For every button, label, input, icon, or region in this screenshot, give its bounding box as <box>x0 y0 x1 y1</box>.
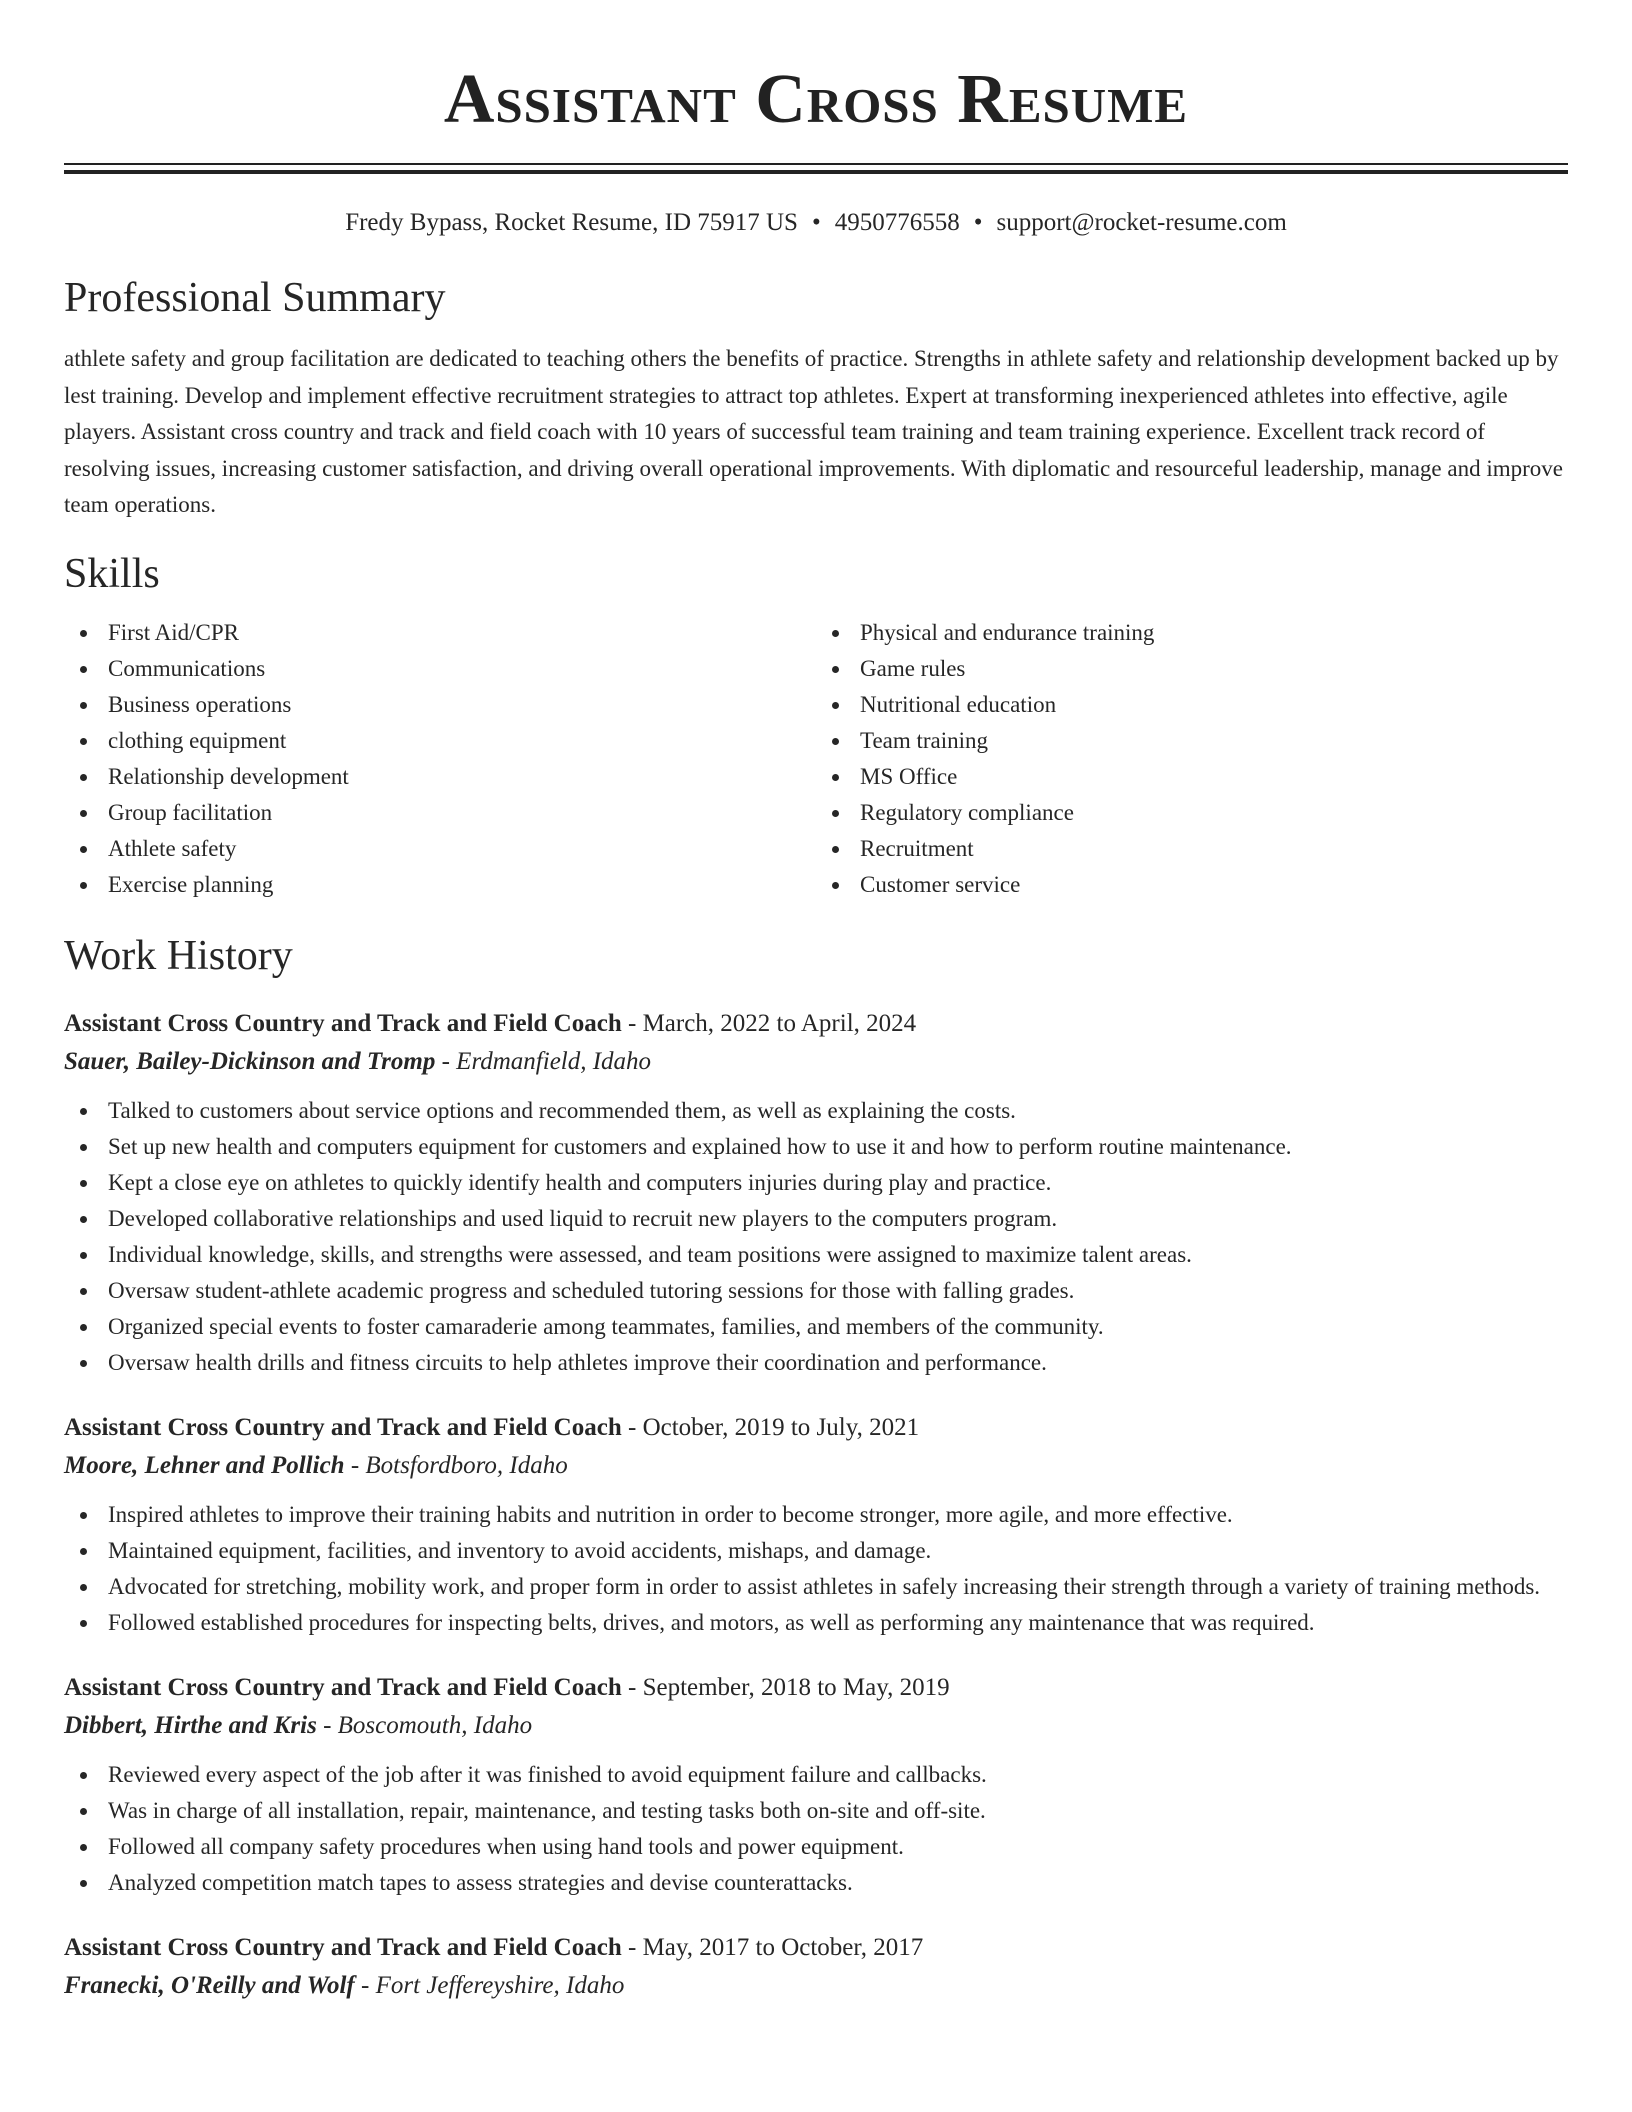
job-dash: - <box>316 1711 338 1739</box>
contact-phone: 4950776558 <box>834 209 960 236</box>
skill-item: clothing equipment <box>64 723 816 759</box>
job-bullet: Reviewed every aspect of the job after it was finished to avoid equipment failure and callbacks. <box>64 1757 1568 1793</box>
job-location: Erdmanfield, Idaho <box>456 1047 652 1075</box>
skill-item: Physical and endurance training <box>816 615 1568 651</box>
job-bullet: Organized special events to foster camaraderie among teammates, families, and members of the community. <box>64 1309 1568 1345</box>
skill-item: Group facilitation <box>64 795 816 831</box>
job-bullet: Oversaw health drills and fitness circuits to help athletes improve their coordination and performance. <box>64 1345 1568 1381</box>
job-location: Fort Jeffereyshire, Idaho <box>375 1971 625 1999</box>
job-bullets <box>64 1093 1568 1381</box>
skill-item: Relationship development <box>64 759 816 795</box>
job-dates: March, 2022 to April, 2024 <box>642 1009 917 1037</box>
job-bullet: Set up new health and computers equipment for customers and explained how to use it and how to perform routine maintenance. <box>64 1129 1568 1165</box>
job-entry <box>64 1409 1568 1641</box>
job-company: Franecki, O'Reilly and Wolf <box>64 1971 355 1999</box>
job-location: Botsfordboro, Idaho <box>365 1451 568 1479</box>
job-entry <box>64 1669 1568 1901</box>
summary-heading: Professional Summary <box>64 275 446 321</box>
job-dash: - <box>621 1933 643 1961</box>
skill-item: Nutritional education <box>816 687 1568 723</box>
job-dash: - <box>621 1413 643 1441</box>
job-dash: - <box>344 1451 366 1479</box>
job-title: Assistant Cross Country and Track and Field Coach <box>64 1413 622 1441</box>
work-history-section <box>64 931 1568 2005</box>
job-title-line <box>64 1409 1568 1447</box>
job-bullet: Inspired athletes to improve their training habits and nutrition in order to become stronger, more agile, and more effective. <box>64 1497 1568 1533</box>
skill-item: Team training <box>816 723 1568 759</box>
job-bullet: Followed all company safety procedures when using hand tools and power equipment. <box>64 1829 1568 1865</box>
job-entry <box>64 1005 1568 1381</box>
skills-heading: Skills <box>64 550 160 597</box>
contact-separator: • <box>811 209 821 236</box>
job-bullet: Individual knowledge, skills, and strengths were assessed, and team positions were assigned to maximize talent areas. <box>64 1237 1568 1273</box>
contact-address: Fredy Bypass, Rocket Resume, ID 75917 US <box>345 209 798 236</box>
job-bullet: Talked to customers about service options and recommended them, as well as explaining the costs. <box>64 1093 1568 1129</box>
job-bullet: Oversaw student-athlete academic progress and scheduled tutoring sessions for those with falling grades. <box>64 1273 1568 1309</box>
job-company-line <box>64 1707 1568 1745</box>
skill-item: Business operations <box>64 687 816 723</box>
job-title-line <box>64 1669 1568 1707</box>
job-company-line <box>64 1967 1568 2005</box>
contact-separator: • <box>973 209 983 236</box>
skill-item: Customer service <box>816 867 1568 903</box>
contact-email: support@rocket-resume.com <box>996 209 1287 236</box>
skill-item: Regulatory compliance <box>816 795 1568 831</box>
job-bullets <box>64 1757 1568 1901</box>
contact-line <box>64 206 1568 240</box>
job-title: Assistant Cross Country and Track and Field Coach <box>64 1673 622 1701</box>
skill-item: Communications <box>64 651 816 687</box>
job-bullet: Developed collaborative relationships and used liquid to recruit new players to the computers program. <box>64 1201 1568 1237</box>
job-bullet: Analyzed competition match tapes to assess strategies and devise counterattacks. <box>64 1865 1568 1901</box>
skills-list-right <box>816 615 1568 903</box>
job-location: Boscomouth, Idaho <box>337 1711 533 1739</box>
job-title-line <box>64 1005 1568 1043</box>
summary-section <box>64 273 1568 524</box>
skills-section <box>64 549 1568 903</box>
skill-item: Exercise planning <box>64 867 816 903</box>
job-bullet: Was in charge of all installation, repair, maintenance, and testing tasks both on-site and off-site. <box>64 1793 1568 1829</box>
job-bullets <box>64 1497 1568 1641</box>
job-dash: - <box>621 1009 643 1037</box>
job-bullet: Maintained equipment, facilities, and inventory to avoid accidents, mishaps, and damage. <box>64 1533 1568 1569</box>
job-dash: - <box>621 1673 643 1701</box>
skill-item: MS Office <box>816 759 1568 795</box>
job-bullet: Kept a close eye on athletes to quickly identify health and computers injuries during play and practice. <box>64 1165 1568 1201</box>
job-bullet: Advocated for stretching, mobility work, and proper form in order to assist athletes in safely increasing their strength through a variety of training methods. <box>64 1569 1568 1605</box>
job-bullet: Followed established procedures for inspecting belts, drives, and motors, as well as performing any maintenance that was required. <box>64 1605 1568 1641</box>
job-company-line <box>64 1043 1568 1081</box>
job-entry <box>64 1929 1568 2005</box>
job-dates: September, 2018 to May, 2019 <box>642 1673 950 1701</box>
job-company: Sauer, Bailey-Dickinson and Tromp <box>64 1047 436 1075</box>
job-company-line <box>64 1447 1568 1485</box>
job-title-line <box>64 1929 1568 1967</box>
job-company: Dibbert, Hirthe and Kris <box>64 1711 317 1739</box>
job-dash: - <box>435 1047 457 1075</box>
job-title: Assistant Cross Country and Track and Field Coach <box>64 1933 622 1961</box>
job-company: Moore, Lehner and Pollich <box>64 1451 345 1479</box>
skills-columns <box>64 615 1568 903</box>
work-history-heading: Work History <box>64 932 293 979</box>
job-dates: May, 2017 to October, 2017 <box>642 1933 924 1961</box>
skill-item: Athlete safety <box>64 831 816 867</box>
resume-title: Assistant Cross Resume <box>443 61 1189 138</box>
job-dash: - <box>354 1971 376 1999</box>
skill-item: First Aid/CPR <box>64 615 816 651</box>
skill-item: Recruitment <box>816 831 1568 867</box>
job-dates: October, 2019 to July, 2021 <box>642 1413 920 1441</box>
title-divider <box>64 163 1568 174</box>
skills-list-left <box>64 615 816 903</box>
skill-item: Game rules <box>816 651 1568 687</box>
summary-text: athlete safety and group facilitation are dedicated to teaching others the benefits of practice. Strengths in athlete safety and relationship development backed up by lest training. Develop and implement effective recruitment strategies to attract top athletes. Expert at transforming inexperienced athletes into effective, agile players. Assistant cross country and track and field coach with 10 years of successful team training and team training experience. Excellent track record of resolving issues, increasing customer satisfaction, and driving overall operational improvements. With diplomatic and resourceful leadership, manage and improve team operations. <box>64 346 1563 517</box>
job-title: Assistant Cross Country and Track and Field Coach <box>64 1009 622 1037</box>
